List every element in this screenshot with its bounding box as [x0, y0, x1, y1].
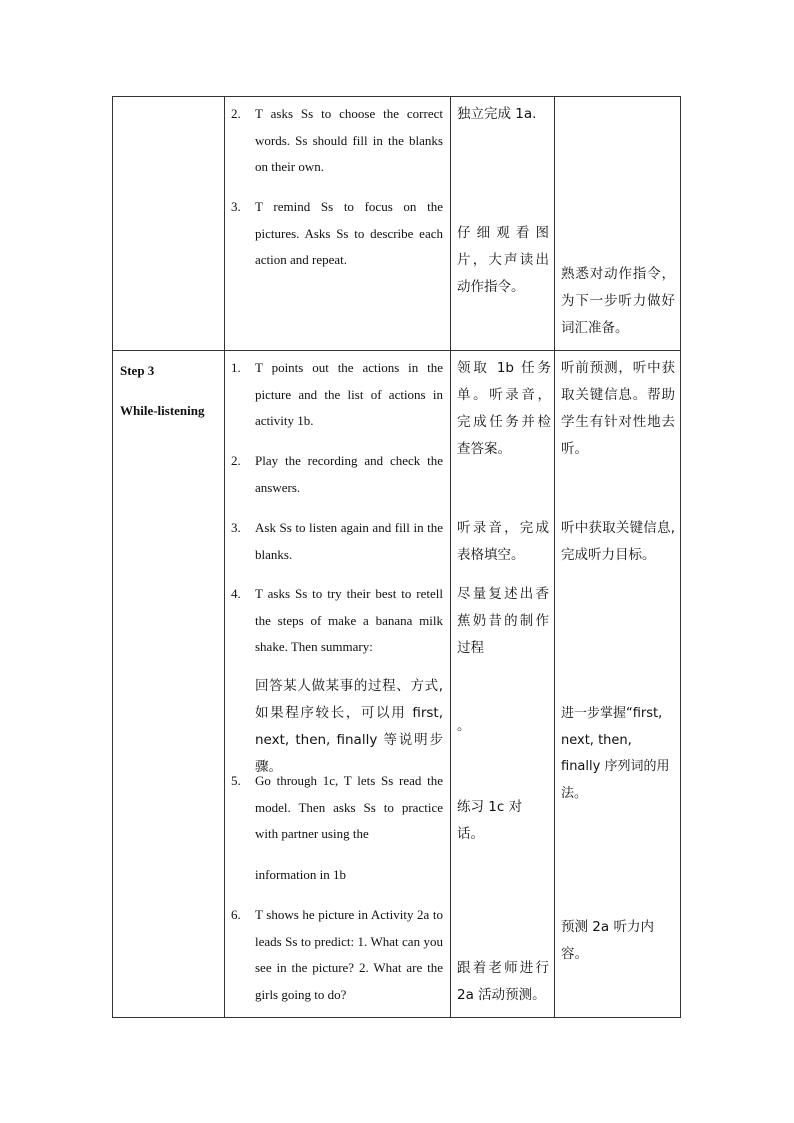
step-cell [113, 351, 225, 1018]
student-activity-text: 听录音，完成表格填空。 [457, 520, 549, 563]
student-activity-text: 跟着老师进行 2a 活动预测。 [457, 960, 549, 1003]
student-activity-cell [451, 97, 555, 351]
table-row-continued [113, 97, 681, 351]
design-intent-text: 听前预测，听中获取关键信息。帮助学生有针对性地去听。 [561, 360, 675, 457]
item-number: 5. [231, 773, 241, 788]
teacher-activity-item: T asks Ss to choose the correct words. Ss should fill in the blanks on their own. [255, 106, 443, 174]
design-intent-text: 进一步掌握“first, next, then, finally 序列词的用法。 [561, 706, 670, 801]
step-title: Step 3 [120, 363, 155, 378]
design-intent-text: 熟悉对动作指令，为下一步听力做好词汇准备。 [561, 266, 675, 336]
student-activity-text: 。 [457, 718, 471, 734]
teacher-activity-item: T remind Ss to focus on the pictures. Asks Ss to describe each action and repeat. [255, 199, 443, 267]
design-intent-text: 预测 2a 听力内容。 [561, 919, 654, 962]
teacher-activity-item: information in 1b [255, 867, 346, 882]
student-activity-text: 尽量复述出香蕉奶昔的制作过程 [457, 586, 549, 656]
teacher-activity-item: Go through 1c, T lets Ss read the model. Then asks Ss to practice with partner using the [255, 773, 443, 841]
item-number: 6. [231, 907, 241, 922]
teacher-activity-item: Ask Ss to listen again and fill in the blanks. [255, 520, 443, 562]
summary-note: 回答某人做某事的过程、方式,如果程序较长，可以用 first, next, then, finally 等说明步骤。 [255, 678, 443, 775]
teacher-activity-item: T points out the actions in the picture and the list of actions in activity 1b. [255, 360, 443, 428]
student-activity-text: 领取 1b 任务单。听录音，完成任务并检查答案。 [457, 360, 551, 457]
step-cell-empty [113, 97, 225, 351]
item-number: 2. [231, 106, 241, 121]
teacher-activity-item: T shows he picture in Activity 2a to leads Ss to predict: 1. What can you see in the picture? 2. What are the girls going to do? [255, 907, 443, 1002]
student-activity-text: 独立完成 1a. [457, 106, 537, 122]
design-intent-text: 听中获取关键信息,完成听力目标。 [561, 520, 675, 563]
teacher-activity-item: T asks Ss to try their best to retell the steps of make a banana milk shake. Then summary: [255, 586, 443, 654]
item-number: 3. [231, 520, 241, 535]
student-activity-text: 练习 1c 对话。 [457, 799, 523, 842]
item-number: 2. [231, 453, 241, 468]
design-intent-cell [555, 97, 681, 351]
table-row-step3 [113, 351, 681, 1018]
student-activity-cell [451, 351, 555, 1018]
student-activity-text: 仔细观看图片，大声读出动作指令。 [457, 225, 549, 295]
teacher-activity-cell [225, 351, 451, 1018]
design-intent-cell [555, 351, 681, 1018]
teacher-activity-item: Play the recording and check the answers. [255, 453, 443, 495]
lesson-plan-table [112, 96, 681, 1018]
item-number: 4. [231, 586, 241, 601]
teacher-activity-cell [225, 97, 451, 351]
item-number: 3. [231, 199, 241, 214]
item-number: 1. [231, 360, 241, 375]
step-subtitle: While-listening [120, 403, 205, 418]
